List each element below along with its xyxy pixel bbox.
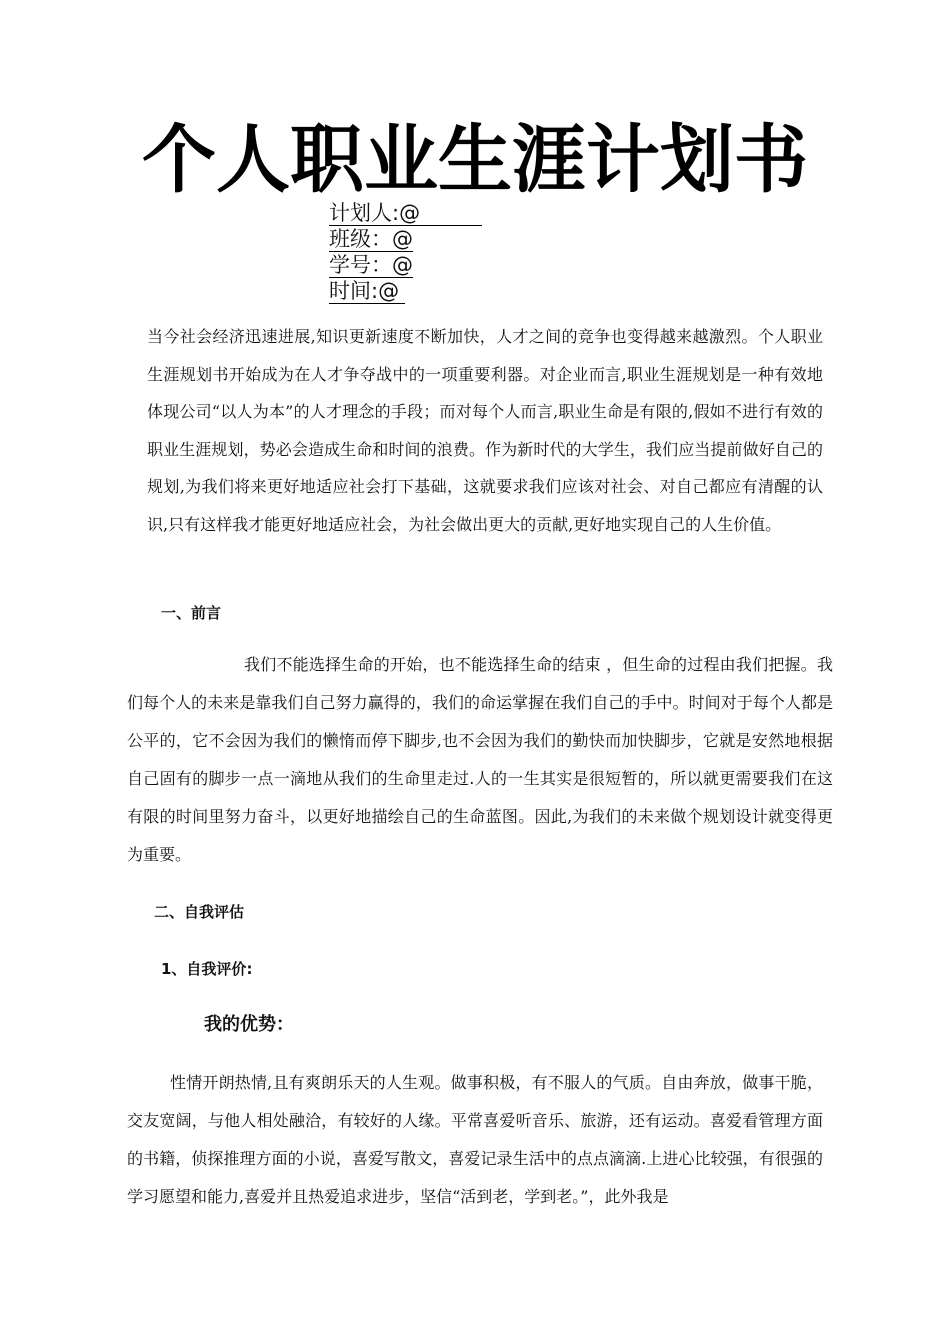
document-title: 个人职业生涯计划书 bbox=[142, 117, 808, 203]
planner-line bbox=[329, 200, 529, 226]
subsection-heading-self-evaluation: 1、自我评价: bbox=[161, 960, 253, 978]
section-heading-self-assessment: 二、自我评估 bbox=[154, 903, 245, 921]
planner-field: 计划人:@ bbox=[329, 201, 482, 226]
strengths-paragraph: 性情开朗热情,且有爽朗乐天的人生观。做事积极，有不服人的气质。自由奔放，做事干脆，交友宽阔，与他人相处融洽，有较好的人缘。平常喜爱听音乐、旅游，还有运动。喜爱看管理方面的书籍，侦探推理方面的小说，喜爱写散文，喜爱记录生活中的点点滴滴.上进心比较强，有很强的学习愿望和能力,喜爱并且热爱追求进步，坚信“活到老，学到老。”，此外我是 bbox=[127, 1073, 823, 1206]
time-field: 时间:@ bbox=[329, 279, 405, 304]
preface-paragraph: 我们不能选择生命的开始，也不能选择生命的结束 ，但生命的过程由我们把握。我们每个人的未来是靠我们自己努力赢得的，我们的命运掌握在我们自己的手中。时间对于每个人都是公平的，它不会因为我们的懒惰而停下脚步,也不会因为我们的勤快而加快脚步，它就是安然地根据自己固有的脚步一点一滴地从我们的生命里走过.人的一生其实是很短暂的，所以就更需要我们在这有限的时间里努力奋斗，以更好地描绘自己的生命蓝图。因此,为我们的未来做个规划设计就变得更为重要。 bbox=[127, 655, 833, 864]
class-field: 班级：@ bbox=[329, 227, 413, 251]
intro-paragraph: 当今社会经济迅速进展,知识更新速度不断加快，人才之间的竞争也变得越来越激烈。个人职业生涯规划书开始成为在人才争夺战中的一项重要利器。对企业而言,职业生涯规划是一种有效地体现公司“以人为本”的人才理念的手段；而对每个人而言,职业生命是有限的,假如不进行有效的职业生涯规划，势必会造成生命和时间的浪费。作为新时代的大学生，我们应当提前做好自己的规划,为我们将来更好地适应社会打下基础，这就要求我们应该对社会、对自己都应有清醒的认识,只有这样我才能更好地适应社会，为社会做出更大的贡献,更好地实现自己的人生价值。 bbox=[147, 327, 823, 534]
student-id-field: 学号：@ bbox=[329, 253, 413, 277]
student-id-line bbox=[329, 252, 529, 278]
strengths-heading: 我的优势： bbox=[204, 1014, 294, 1035]
section-heading-preface: 一、前言 bbox=[161, 604, 222, 622]
time-line bbox=[329, 278, 529, 304]
class-line bbox=[329, 226, 529, 252]
author-info-block bbox=[329, 200, 529, 304]
